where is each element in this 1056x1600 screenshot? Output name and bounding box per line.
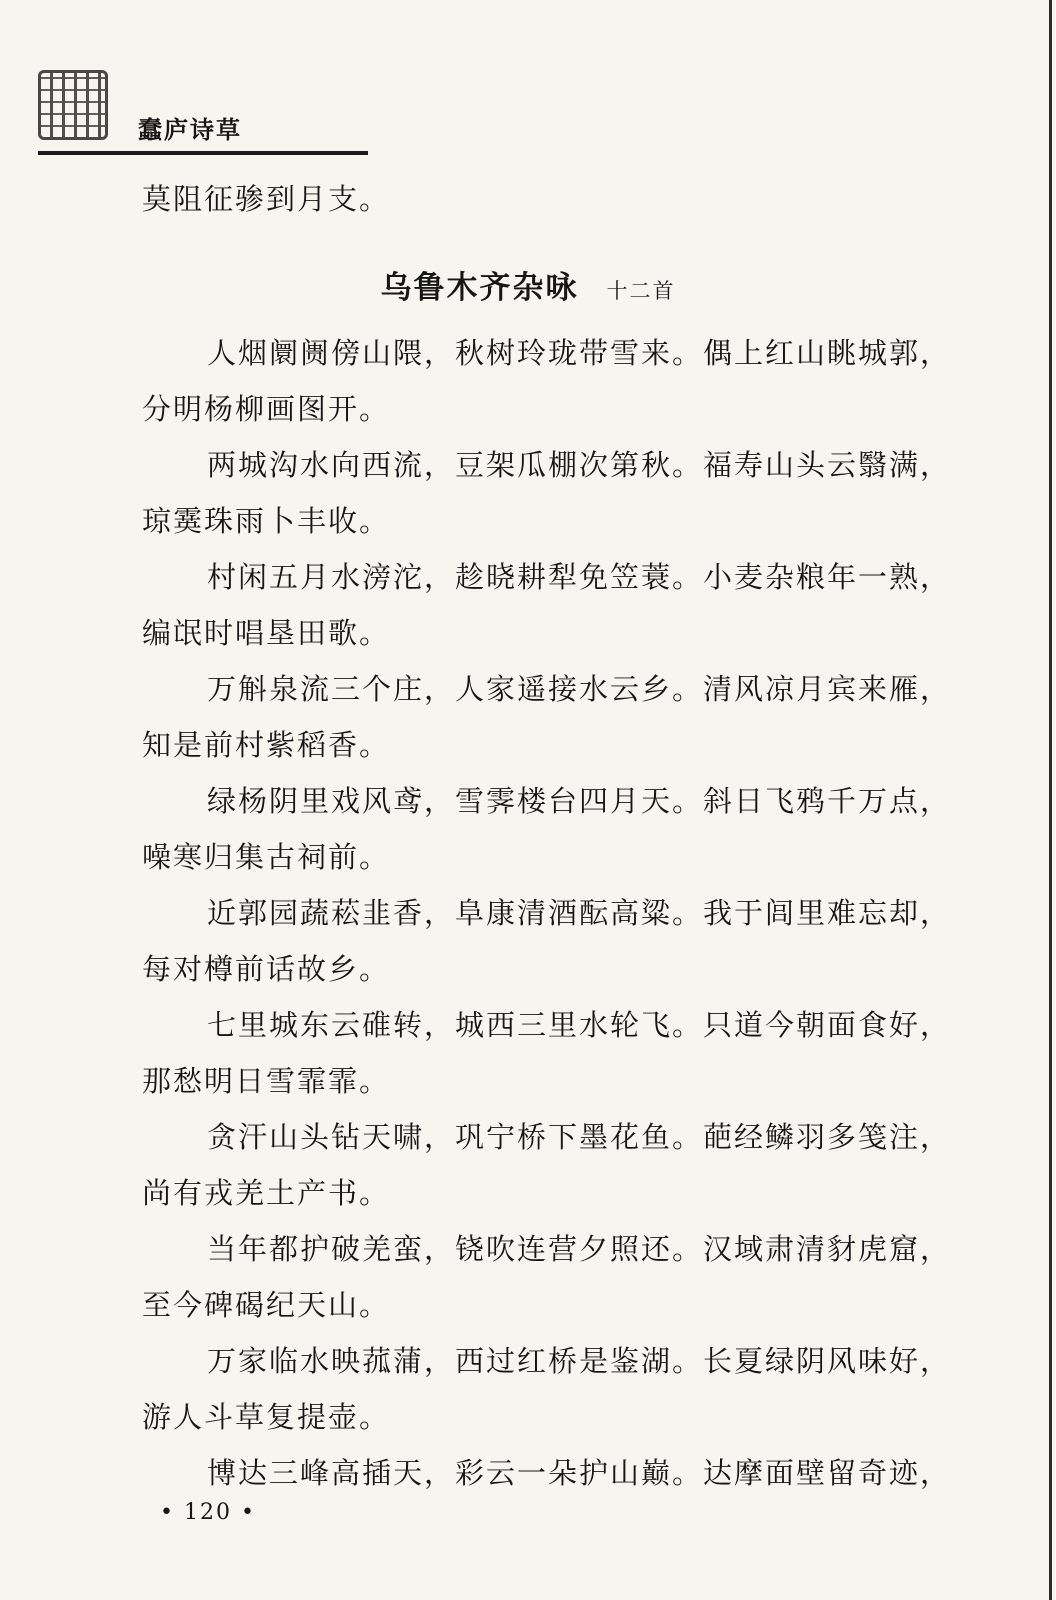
poem-line: 尚有戎羌土产书。 — [142, 1176, 391, 1210]
poem-line: 人烟阛阓傍山隈，秋树玲珑带雪来。偶上红山眺城郭， — [207, 336, 952, 370]
poem-title-sub: 十二首 — [606, 279, 676, 303]
poem-line: 游人斗草复提壶。 — [142, 1400, 391, 1434]
poem-line: 万斛泉流三个庄，人家遥接水云乡。清风凉月宾来雁， — [207, 672, 952, 706]
poem-line: 那愁明日雪霏霏。 — [142, 1064, 391, 1098]
poem-line: 近郭园蔬菘韭香，阜康清酒酝高粱。我于闾里难忘却， — [207, 896, 952, 930]
continuation-line: 莫阻征骖到月支。 — [142, 182, 391, 216]
poem-line: 绿杨阴里戏风鸢，雪霁楼台四月天。斜日飞鸦千万点， — [207, 784, 952, 818]
book-title: 蠢庐诗草 — [138, 116, 242, 144]
poem-line: 两城沟水向西流，豆架瓜棚次第秋。福寿山头云翳满， — [207, 448, 952, 482]
page-edge — [1049, 0, 1052, 1600]
poem-title — [0, 262, 1056, 307]
poem-line: 编氓时唱垦田歌。 — [142, 616, 391, 650]
poem-line: 当年都护破羌蛮，铙吹连营夕照还。汉域肃清豺虎窟， — [207, 1232, 952, 1266]
header-rule — [38, 151, 368, 155]
poem-line: 琼霙珠雨卜丰收。 — [142, 504, 391, 538]
poem-line: 七里城东云碓转，城西三里水轮飞。只道今朝面食好， — [207, 1008, 952, 1042]
poem-line: 分明杨柳画图开。 — [142, 392, 391, 426]
poem-line: 村闲五月水滂沱，趁晓耕犁免笠蓑。小麦杂粮年一熟， — [207, 560, 952, 594]
page-number: • 120 • — [160, 1500, 256, 1525]
poem-line: 至今碑碣纪天山。 — [142, 1288, 391, 1322]
poem-line: 每对樽前话故乡。 — [142, 952, 391, 986]
poem-line: 博达三峰高插天，彩云一朵护山巅。达摩面壁留奇迹， — [207, 1456, 952, 1490]
poem-line: 噪寒归集古祠前。 — [142, 840, 391, 874]
poem-line: 知是前村紫稻香。 — [142, 728, 391, 762]
seal-stamp-icon — [38, 70, 108, 140]
poem-line: 万家临水映菰蒲，西过红桥是鉴湖。长夏绿阴风味好， — [207, 1344, 952, 1378]
running-header — [38, 70, 368, 156]
poem-title-main: 乌鲁木齐杂咏 — [380, 270, 579, 306]
poem-line: 贪汗山头钻天啸，巩宁桥下墨花鱼。葩经鳞羽多笺注， — [207, 1120, 952, 1154]
